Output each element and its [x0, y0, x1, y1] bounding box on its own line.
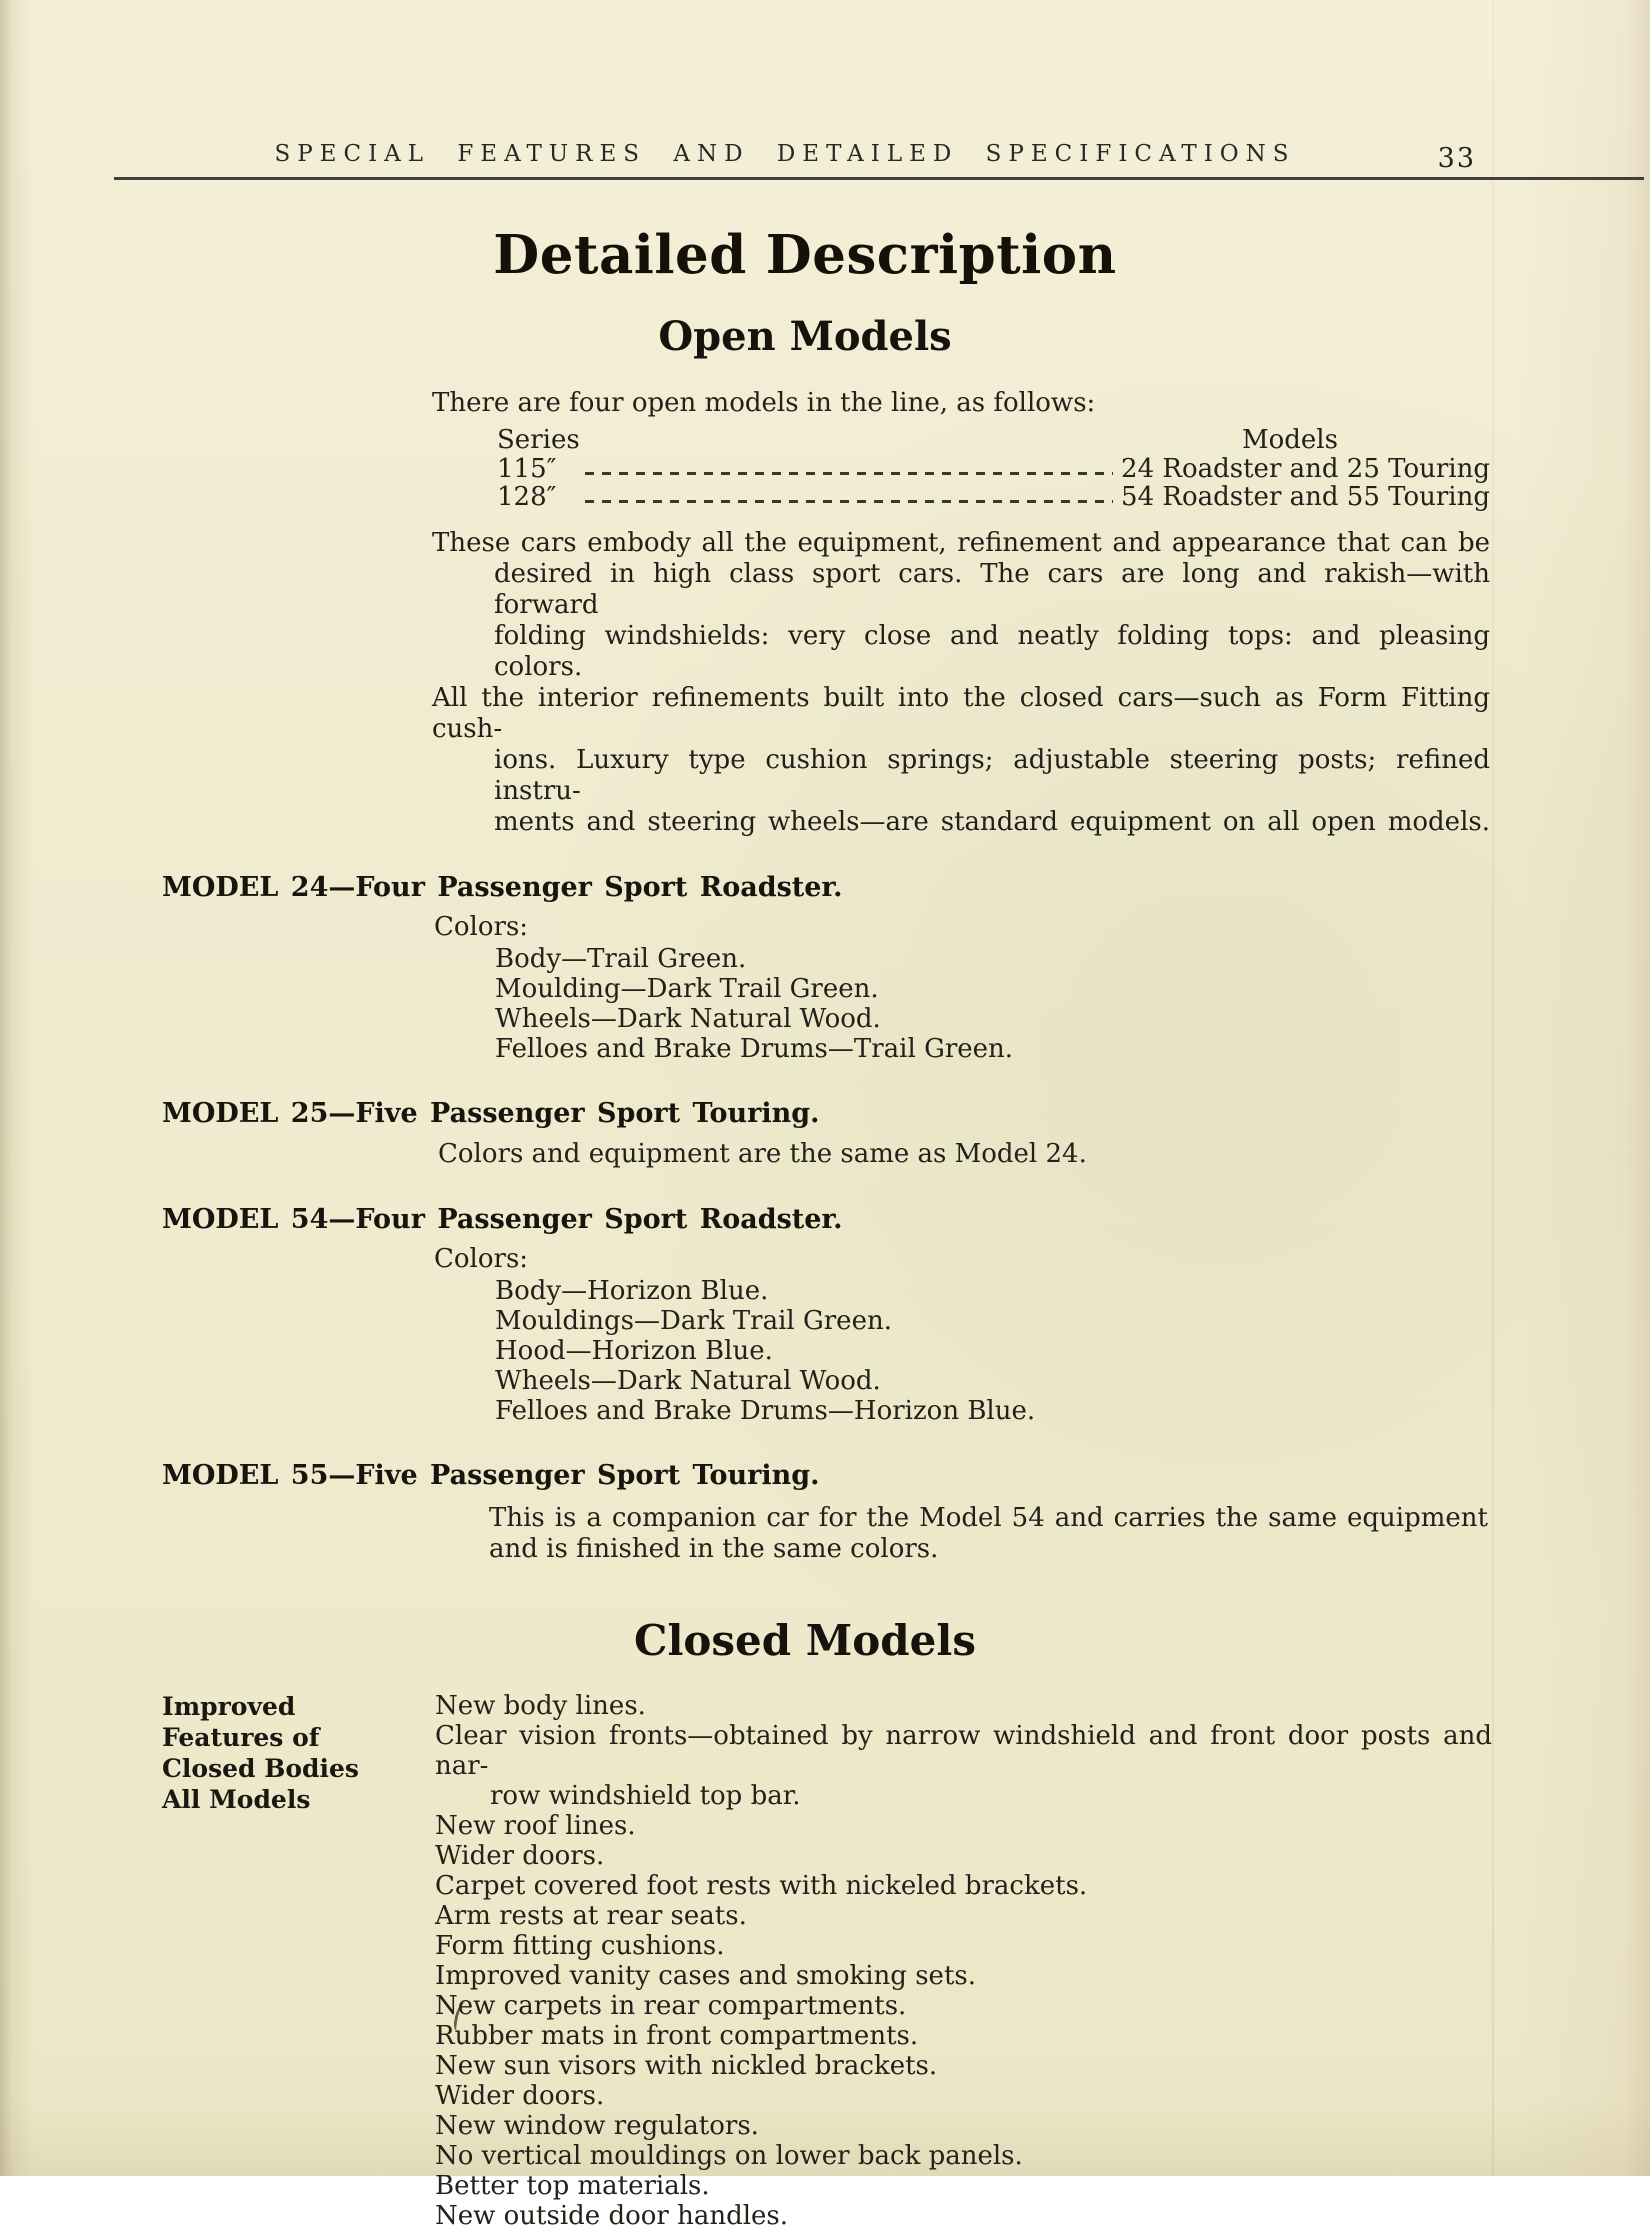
- model-55-section: [0, 1460, 1650, 1565]
- models-value: 24 Roadster and 25 Touring: [1121, 454, 1490, 485]
- closed-models-feature-list: [435, 1691, 1492, 2231]
- feature-line: Improved vanity cases and smoking sets.: [435, 1960, 976, 1991]
- model-25-note: Colors and equipment are the same as Model 24.: [438, 1139, 1087, 1170]
- sidenote-line: Features of: [162, 1722, 320, 1752]
- feature-line: Wider doors.: [435, 2080, 605, 2111]
- feature-line: Arm rests at rear seats.: [435, 1900, 747, 1931]
- color-line: Felloes and Brake Drums—Trail Green.: [495, 1034, 1014, 1065]
- feature-line: Wider doors.: [435, 1840, 605, 1871]
- colors-list: [495, 1276, 1650, 1426]
- dashed-leader: [585, 472, 1113, 475]
- feature-line: New body lines.: [435, 1690, 646, 1721]
- models-column-header: Models: [1242, 425, 1338, 456]
- page-number: 33: [1437, 143, 1476, 174]
- series-models-table: [497, 426, 1490, 511]
- color-line: Moulding—Dark Trail Green.: [495, 974, 879, 1005]
- feature-line: row windshield top bar.: [490, 1780, 801, 1811]
- color-line: Hood—Horizon Blue.: [495, 1336, 773, 1367]
- models-value: 54 Roadster and 55 Touring: [1121, 482, 1490, 513]
- paragraph-line: These cars embody all the equipment, refinement and appearance that can be: [432, 528, 1490, 559]
- feature-line: Clear vision fronts—obtained by narrow windshield and front door posts and nar-: [435, 1720, 1492, 1781]
- closed-models-sidenote: [162, 1691, 435, 2231]
- color-line: Body—Trail Green.: [495, 944, 747, 975]
- paragraph-line: ments and steering wheels—are standard equipment on all open models.: [494, 807, 1490, 838]
- dashed-leader: [585, 500, 1113, 503]
- running-head: SPECIAL FEATURES AND DETAILED SPECIFICATIONS: [274, 141, 1296, 167]
- open-models-paragraph-2: [432, 683, 1490, 838]
- paragraph-line: desired in high class sport cars. The cars are long and rakish—with forward: [494, 559, 1490, 621]
- paragraph-line: All the interior refinements built into the closed cars—such as Form Fitting cush-: [432, 683, 1490, 745]
- model-54-section: [0, 1204, 1650, 1426]
- series-value: 128″: [497, 482, 557, 513]
- paragraph-line: folding windshields: very close and neatly folding tops: and pleasing colors.: [494, 621, 1490, 683]
- series-column-header: Series: [497, 425, 580, 456]
- color-line: Mouldings—Dark Trail Green.: [495, 1306, 892, 1337]
- sidenote-line: All Models: [162, 1784, 311, 1814]
- sidenote-line: Improved: [162, 1691, 296, 1721]
- model-25-heading: MODEL 25—Five Passenger Sport Touring.: [162, 1098, 820, 1130]
- open-models-intro: There are four open models in the line, as follows:: [432, 388, 1096, 419]
- paragraph-line: This is a companion car for the Model 54 and carries the same equipment: [489, 1503, 1488, 1534]
- open-models-paragraph-1: [432, 528, 1490, 683]
- color-line: Body—Horizon Blue.: [495, 1276, 769, 1307]
- colors-list: [495, 944, 1650, 1064]
- closed-models-heading: Closed Models: [634, 1616, 976, 1666]
- feature-line: New window regulators.: [435, 2110, 759, 2141]
- table-header-row: [497, 426, 1490, 455]
- feature-line: Form fitting cushions.: [435, 1930, 725, 1961]
- feature-line: New outside door handles.: [435, 2200, 789, 2231]
- model-24-section: [0, 872, 1650, 1064]
- colors-label: Colors:: [434, 1244, 529, 1275]
- table-row: [497, 483, 1490, 511]
- colors-label: Colors:: [434, 912, 529, 943]
- paragraph-line: and is finished in the same colors.: [489, 1534, 939, 1565]
- feature-line: New roof lines.: [435, 1810, 636, 1841]
- page-title: Detailed Description: [493, 224, 1117, 286]
- model-54-heading: MODEL 54—Four Passenger Sport Roadster.: [162, 1204, 843, 1236]
- model-55-note: [489, 1503, 1488, 1565]
- feature-line: Better top materials.: [435, 2170, 710, 2201]
- closed-models-section: [0, 1691, 1650, 2231]
- series-value: 115″: [497, 454, 557, 485]
- color-line: Wheels—Dark Natural Wood.: [495, 1366, 881, 1397]
- feature-line: No vertical mouldings on lower back panels.: [435, 2140, 1023, 2171]
- color-line: Felloes and Brake Drums—Horizon Blue.: [495, 1396, 1036, 1427]
- paragraph-line: ions. Luxury type cushion springs; adjustable steering posts; refined instru-: [494, 745, 1490, 807]
- open-models-heading: Open Models: [658, 313, 952, 361]
- header-rule: [114, 177, 1644, 180]
- feature-line: Rubber mats in front compartments.: [435, 2020, 919, 2051]
- feature-line: New carpets in rear compartments.: [435, 1990, 907, 2021]
- page-fold-shadow: [1492, 0, 1494, 2176]
- feature-line: New sun visors with nickled brackets.: [435, 2050, 938, 2081]
- table-row: [497, 455, 1490, 483]
- feature-line: Carpet covered foot rests with nickeled brackets.: [435, 1870, 1088, 1901]
- model-25-section: [0, 1098, 1650, 1170]
- color-line: Wheels—Dark Natural Wood.: [495, 1004, 881, 1035]
- model-24-heading: MODEL 24—Four Passenger Sport Roadster.: [162, 872, 843, 904]
- model-55-heading: MODEL 55—Five Passenger Sport Touring.: [162, 1460, 820, 1492]
- sidenote-line: Closed Bodies: [162, 1753, 359, 1783]
